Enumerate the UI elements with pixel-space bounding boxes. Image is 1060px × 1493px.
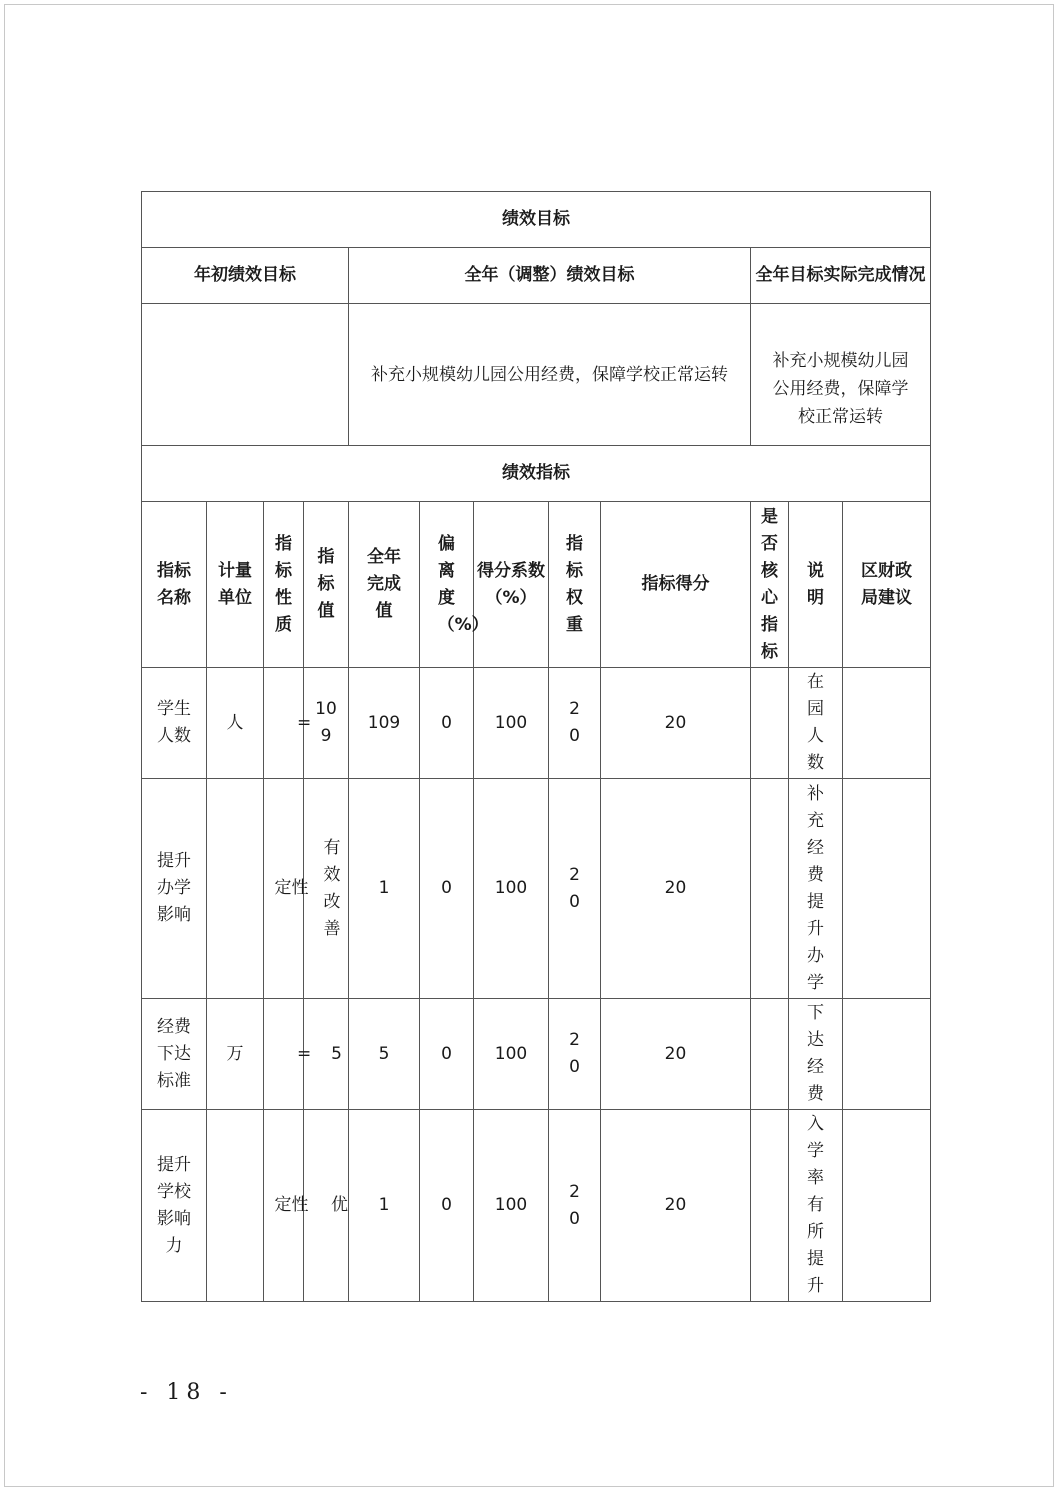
row-core [751,1110,789,1302]
row-deviation: 0 [420,779,474,999]
row-weight: 20 [549,668,601,779]
row-deviation: 0 [420,1110,474,1302]
row-name: 提升学校影响力 [142,1110,207,1302]
row-coef: 100 [474,999,549,1110]
row-weight: 20 [549,999,601,1110]
col-header-completed: 全年完成值 [349,502,420,668]
row-name: 经费下达标准 [142,999,207,1110]
row-advice [843,779,931,999]
row-completed: 1 [349,1110,420,1302]
performance-table [141,191,931,1302]
row-coef: 100 [474,668,549,779]
col-header-nature: 指标性质 [264,502,304,668]
row-weight: 20 [549,1110,601,1302]
table-row [142,668,931,779]
row-note: 下达经费 [789,999,843,1110]
header-initial-goal: 年初绩效目标 [142,248,349,304]
row-core [751,779,789,999]
row-core [751,668,789,779]
row-weight: 20 [549,779,601,999]
row-name: 学生人数 [142,668,207,779]
col-header-advice: 区财政局建议 [843,502,931,668]
row-deviation: 0 [420,668,474,779]
col-header-deviation: 偏离度（%） [420,502,474,668]
page-number: - 18 - [140,1380,233,1405]
row-value: 优 [304,1110,349,1302]
row-unit [207,779,264,999]
row-unit [207,1110,264,1302]
row-note: 在园人数 [789,668,843,779]
row-unit: 人 [207,668,264,779]
col-header-note: 说明 [789,502,843,668]
row-value: 有效改善 [304,779,349,999]
row-advice [843,1110,931,1302]
table-row [142,999,931,1110]
row-completed: 5 [349,999,420,1110]
col-header-score: 指标得分 [601,502,751,668]
col-header-unit: 计量单位 [207,502,264,668]
header-actual-completion: 全年目标实际完成情况 [751,248,931,304]
row-score: 20 [601,999,751,1110]
row-score: 20 [601,668,751,779]
row-name: 提升办学影响 [142,779,207,999]
actual-completion-value: 补充小规模幼儿园公用经费，保障学校正常运转 [751,304,931,446]
col-header-value: 指标值 [304,502,349,668]
row-note: 补充经费提升办学 [789,779,843,999]
row-unit: 万 [207,999,264,1110]
row-advice [843,999,931,1110]
col-header-core: 是否核心指标 [751,502,789,668]
table-row [142,779,931,999]
row-score: 20 [601,779,751,999]
table-row [142,1110,931,1302]
col-header-name: 指标名称 [142,502,207,668]
col-header-weight: 指标权重 [549,502,601,668]
row-value: 5 [304,999,349,1110]
row-coef: 100 [474,779,549,999]
row-nature: = [264,999,304,1110]
row-score: 20 [601,1110,751,1302]
row-note: 入学率有所提升 [789,1110,843,1302]
row-value: 109 [304,668,349,779]
adjusted-goal-value: 补充小规模幼儿园公用经费，保障学校正常运转 [349,304,751,446]
row-core [751,999,789,1110]
row-advice [843,668,931,779]
col-header-coef: 得分系数（%） [474,502,549,668]
row-deviation: 0 [420,999,474,1110]
row-completed: 1 [349,779,420,999]
section-goals-title: 绩效目标 [142,192,931,248]
header-adjusted-goal: 全年（调整）绩效目标 [349,248,751,304]
row-nature: 定性 [264,779,304,999]
row-nature: 定性 [264,1110,304,1302]
initial-goal-value [142,304,349,446]
row-coef: 100 [474,1110,549,1302]
row-completed: 109 [349,668,420,779]
row-nature: = [264,668,304,779]
section-indicators-title: 绩效指标 [142,446,931,502]
